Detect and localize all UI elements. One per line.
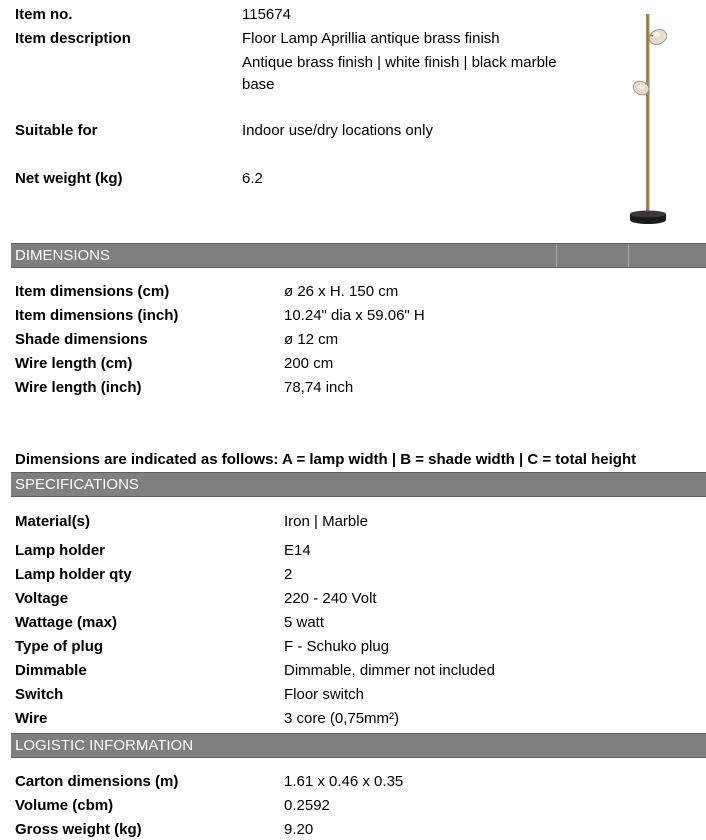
type-of-plug-value: F - Schuko plug bbox=[284, 638, 390, 655]
materials-value: Iron | Marble bbox=[284, 513, 368, 530]
carton-dimensions-label: Carton dimensions (m) bbox=[15, 773, 179, 790]
wire-length-cm-label: Wire length (cm) bbox=[15, 355, 133, 372]
wire-label: Wire bbox=[15, 710, 48, 727]
floor-lamp-image bbox=[612, 8, 682, 230]
header-divider bbox=[628, 244, 629, 267]
switch-value: Floor switch bbox=[284, 686, 365, 703]
logistic-section-header bbox=[11, 733, 706, 758]
item-dimensions-cm-label: Item dimensions (cm) bbox=[15, 283, 170, 300]
lamp-holder-qty-value: 2 bbox=[284, 566, 293, 583]
wire-length-inch-value: 78,74 inch bbox=[284, 379, 354, 396]
item-description-value-line2: Antique brass finish | white finish | black marble bbox=[242, 54, 557, 71]
specifications-section-header bbox=[11, 472, 706, 497]
wattage-label: Wattage (max) bbox=[15, 614, 117, 631]
lamp-holder-qty-label: Lamp holder qty bbox=[15, 566, 132, 583]
dimmable-value: Dimmable, dimmer not included bbox=[284, 662, 495, 679]
item-description-label: Item description bbox=[15, 30, 131, 47]
dimensions-section-header bbox=[11, 243, 706, 268]
wire-value: 3 core (0,75mm²) bbox=[284, 710, 400, 727]
item-description-value: Floor Lamp Aprillia antique brass finish bbox=[242, 30, 500, 47]
dimensions-note: Dimensions are indicated as follows: A = lamp width | B = shade width | C = total height bbox=[15, 451, 637, 468]
volume-label: Volume (cbm) bbox=[15, 797, 114, 814]
item-dimensions-cm-value: ø 26 x H. 150 cm bbox=[284, 283, 399, 300]
shade-dimensions-value: ø 12 cm bbox=[284, 331, 339, 348]
item-dimensions-inch-value: 10.24" dia x 59.06" H bbox=[284, 307, 425, 324]
item-no-label: Item no. bbox=[15, 6, 73, 23]
switch-label: Switch bbox=[15, 686, 64, 703]
gross-weight-value: 9.20 bbox=[284, 821, 314, 838]
net-weight-label: Net weight (kg) bbox=[15, 170, 123, 187]
wire-length-cm-value: 200 cm bbox=[284, 355, 334, 372]
gross-weight-label: Gross weight (kg) bbox=[15, 821, 142, 838]
suitable-for-label: Suitable for bbox=[15, 122, 98, 139]
dimensions-title: DIMENSIONS bbox=[15, 247, 111, 264]
item-description-value-line3: base bbox=[242, 76, 275, 93]
type-of-plug-label: Type of plug bbox=[15, 638, 104, 655]
net-weight-value: 6.2 bbox=[242, 170, 263, 187]
wire-length-inch-label: Wire length (inch) bbox=[15, 379, 142, 396]
voltage-label: Voltage bbox=[15, 590, 69, 607]
carton-dimensions-value: 1.61 x 0.46 x 0.35 bbox=[284, 773, 404, 790]
materials-label: Material(s) bbox=[15, 513, 91, 530]
wattage-value: 5 watt bbox=[284, 614, 325, 631]
specifications-title: SPECIFICATIONS bbox=[15, 476, 139, 493]
voltage-value: 220 - 240 Volt bbox=[284, 590, 377, 607]
shade-dimensions-label: Shade dimensions bbox=[15, 331, 148, 348]
header-divider bbox=[556, 244, 557, 267]
item-dimensions-inch-label: Item dimensions (inch) bbox=[15, 307, 179, 324]
volume-value: 0.2592 bbox=[284, 797, 330, 814]
item-no-value: 115674 bbox=[242, 6, 291, 23]
dimmable-label: Dimmable bbox=[15, 662, 87, 679]
lamp-holder-value: E14 bbox=[284, 542, 311, 559]
suitable-for-value: Indoor use/dry locations only bbox=[242, 122, 433, 139]
logistic-title: LOGISTIC INFORMATION bbox=[15, 737, 194, 754]
lamp-holder-label: Lamp holder bbox=[15, 542, 106, 559]
